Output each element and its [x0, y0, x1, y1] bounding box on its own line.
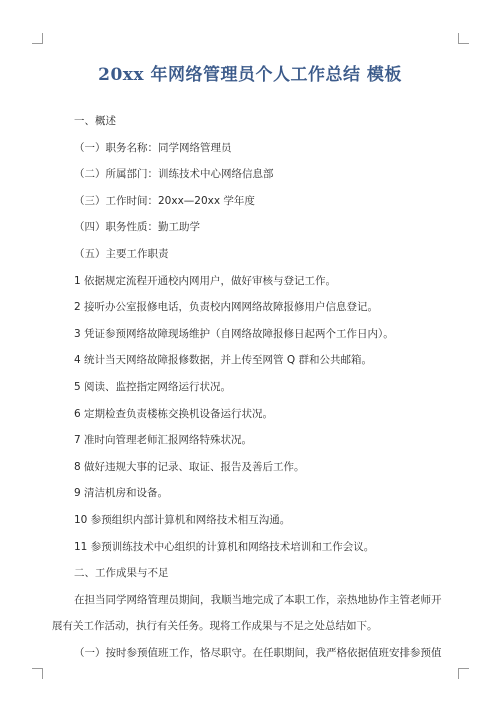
section-heading-overview: 一、概述	[74, 115, 116, 127]
duty-item: 2 接听办公室报修电话，负责校内网网络故障报修用户信息登记。	[74, 301, 379, 314]
text-line: （四）职务性质：勤工助学	[74, 221, 200, 234]
section-heading-results: 二、工作成果与不足	[74, 567, 169, 580]
paragraph-summary	[52, 593, 442, 634]
duty-item: 8 做好违规大事的记录、取证、报告及善后工作。	[74, 460, 305, 473]
duty-item: 3 凭证参预网络故障现场维护（自网络故障报修日起两个工作日内）。	[74, 327, 394, 340]
duty-item: 11 参预训练技术中心组织的计算机和网络技术培训和工作会议。	[74, 540, 375, 553]
document-body	[52, 115, 442, 660]
paragraph-line: （一）按时参预值班工作，恪尽职守。在任职期间，我严格依据值班安排参预值	[74, 646, 442, 659]
paragraph-duty	[74, 646, 442, 660]
duty-item: 4 统计当天网络故障报修数据，并上传至网管 Q 群和公共邮箱。	[74, 354, 372, 367]
text-line: （三）工作时间：20xx—20xx 学年度	[74, 194, 255, 207]
crop-mark-bottom-right	[458, 668, 469, 679]
duty-item: 9 清洁机房和设备。	[74, 487, 169, 500]
crop-mark-top-right	[458, 33, 469, 44]
paragraph-line: 展有关工作活动，执行有关任务。现将工作成果与不足之处总结如下。	[52, 620, 378, 633]
paragraph-line: 在担当同学网络管理员期间，我顺当地完成了本职工作，亲热地协作主管老师开	[74, 593, 442, 606]
text-line: （五）主要工作职责	[74, 247, 169, 260]
document-title: 20xx 年网络管理员个人工作总结 模板	[98, 65, 402, 85]
duty-item: 7 准时向管理老师汇报网络特殊状况。	[74, 434, 253, 447]
duty-item: 5 阅读、监控指定网络运行状况。	[74, 380, 232, 393]
crop-mark-top-left	[32, 33, 43, 44]
crop-mark-bottom-left	[32, 668, 43, 679]
duty-item: 10 参预组织内部计算机和网络技术相互沟通。	[74, 513, 291, 526]
text-line: （二）所属部门：训练技术中心网络信息部	[74, 168, 274, 181]
duty-item: 1 依据规定流程开通校内网用户，做好审核与登记工作。	[74, 274, 337, 287]
duty-item: 6 定期检查负责楼栋交换机设备运行状况。	[74, 407, 274, 420]
text-line: （一）职务名称：同学网络管理员	[74, 141, 232, 154]
